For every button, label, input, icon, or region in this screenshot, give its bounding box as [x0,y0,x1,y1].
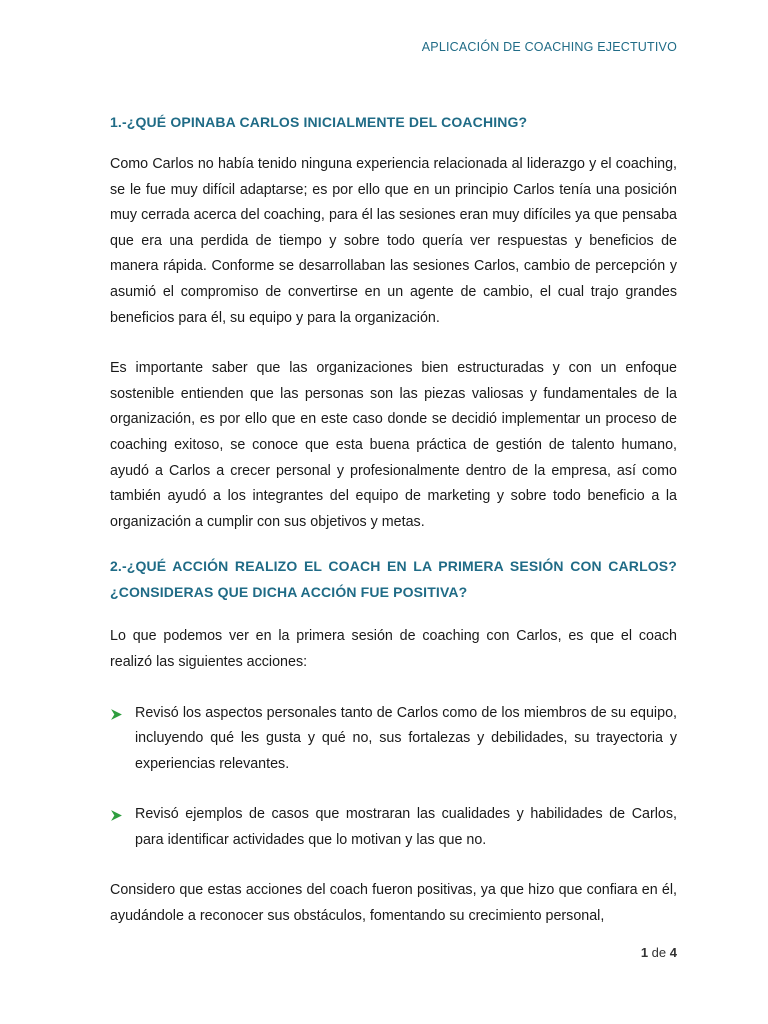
running-header: APLICACIÓN DE COACHING EJECTUTIVO [421,40,677,54]
section-2-intro: Lo que podemos ver en la primera sesión de coaching con Carlos, es que el coach realizó las siguientes acciones: [110,628,677,670]
arrowhead-bullet-icon [110,809,123,822]
page-total: 4 [669,945,677,960]
section-1-heading: 1.-¿QUÉ OPINABA CARLOS INICIALMENTE DEL COACHING? [110,114,528,130]
page-current: 1 [640,945,649,960]
document-body [110,109,677,930]
list-item [110,701,677,778]
arrowhead-bullet-icon [110,708,123,721]
page-separator: de [651,945,667,960]
section-1-paragraph-2: Es importante saber que las organizaciones bien estructuradas y con un enfoque sostenible entienden que las personas son las piezas valiosas y fundamentales de la organización, es por ello que en este caso donde se decidió implementar un proceso de coaching exitoso, se conoce que esta buena práctica de gestión de talento humano, ayudó a Carlos a crecer personal y profesionalmente dentro de la empresa, así como también ayudó a los integrantes del equipo de marketing y sobre todo beneficio a la organización a cumplir con sus objetivos y metas. [110,360,677,530]
actions-list [110,701,677,854]
section-1-paragraph-1: Como Carlos no había tenido ninguna experiencia relacionada al liderazgo y el coaching, se le fue muy difícil adaptarse; es por ello que en un principio Carlos tenía una posición muy cerrada acerca del coaching, para él las sesiones eran muy difíciles ya que pensaba que era una perdida de tiempo y sobre todo quería ver respuestas y beneficios de manera rápida. Conforme se desarrollaban las sesiones Carlos, cambio de percepción y asumió el compromiso de convertirse en un agente de cambio, el cual trajo grandes beneficios para él, su equipo y para la organización. [110,156,677,326]
list-item-text: Revisó ejemplos de casos que mostraran las cualidades y habilidades de Carlos, para identificar actividades que lo motivan y las que no. [135,806,677,848]
list-item [110,802,677,853]
page-number [641,945,677,960]
list-item-text: Revisó los aspectos personales tanto de Carlos como de los miembros de su equipo, incluyendo qué les gusta y qué no, sus fortalezas y debilidades, su trayectoria y experiencias relevantes. [135,704,677,772]
section-2-conclusion: Considero que estas acciones del coach fueron positivas, ya que hizo que confiara en él, ayudándole a reconocer sus obstáculos, fomentando su crecimiento personal, [110,882,677,925]
section-2-heading: 2.-¿QUÉ ACCIÓN REALIZO EL COACH EN LA PRIMERA SESIÓN CON CARLOS? ¿CONSIDERAS QUE DICHA ACCIÓN FUE POSITIVA? [110,558,677,601]
